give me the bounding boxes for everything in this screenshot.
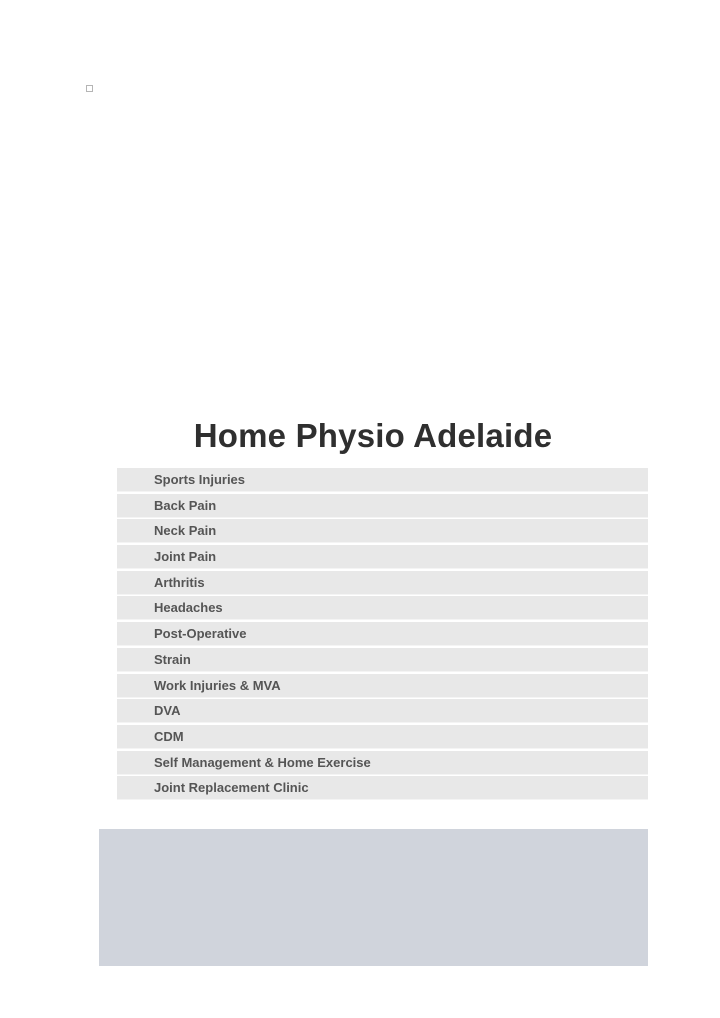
broken-image-icon bbox=[86, 85, 93, 92]
menu-item-cdm[interactable] bbox=[117, 725, 648, 749]
menu-item-neck-pain[interactable] bbox=[117, 519, 648, 543]
menu-item-label: Headaches bbox=[154, 600, 223, 616]
menu-item-headaches[interactable] bbox=[117, 596, 648, 620]
menu-item-label: Neck Pain bbox=[154, 523, 217, 539]
menu-item-label: Arthritis bbox=[154, 574, 205, 590]
menu-item-back-pain[interactable] bbox=[117, 494, 648, 518]
menu-item-label: Joint Pain bbox=[154, 549, 217, 565]
menu-item-label: Post-Operative bbox=[154, 626, 247, 642]
menu-item-label: Joint Replacement Clinic bbox=[154, 780, 309, 796]
menu-item-label: DVA bbox=[154, 703, 181, 719]
menu-item-label: CDM bbox=[154, 728, 184, 744]
menu-item-work-injuries-mva[interactable] bbox=[117, 674, 648, 698]
menu-item-label: Self Management & Home Exercise bbox=[154, 754, 371, 770]
footer-panel bbox=[99, 829, 648, 966]
page-title: Home Physio Adelaide bbox=[193, 417, 553, 454]
menu-item-label: Back Pain bbox=[154, 497, 217, 513]
menu-item-label: Sports Injuries bbox=[154, 472, 246, 487]
menu-item-sports-injuries[interactable] bbox=[117, 468, 648, 492]
services-menu bbox=[117, 468, 648, 802]
menu-item-arthritis[interactable] bbox=[117, 571, 648, 595]
menu-item-label: Work Injuries & MVA bbox=[154, 677, 281, 693]
menu-item-joint-pain[interactable] bbox=[117, 545, 648, 569]
menu-item-strain[interactable] bbox=[117, 648, 648, 672]
menu-item-self-management[interactable] bbox=[117, 751, 648, 775]
menu-item-label: Strain bbox=[154, 651, 191, 667]
menu-item-dva[interactable] bbox=[117, 699, 648, 723]
menu-item-joint-replacement-clinic[interactable] bbox=[117, 776, 648, 800]
menu-item-post-operative[interactable] bbox=[117, 622, 648, 646]
